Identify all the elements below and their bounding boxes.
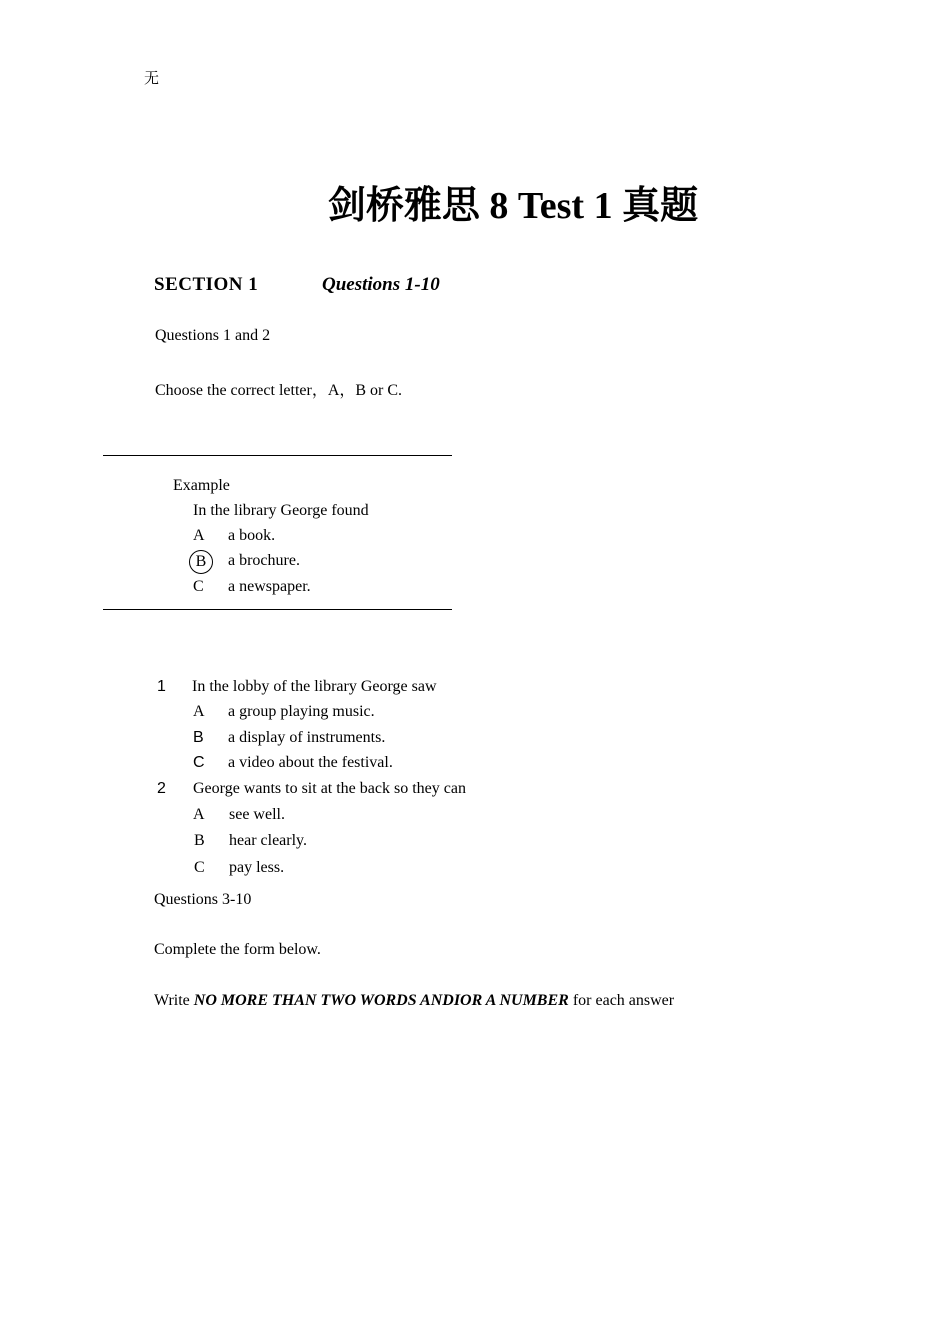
example-stem: In the library George found: [193, 502, 369, 519]
option-letter: A: [193, 806, 205, 823]
option-text: a display of instruments.: [228, 729, 386, 746]
section-range: Questions 1-10: [322, 274, 440, 295]
example-option-text: a brochure.: [228, 552, 300, 569]
word-limit-emphasis: NO MORE THAN TWO WORDS ANDIOR A NUMBER: [193, 992, 569, 1009]
option-letter: C: [194, 859, 205, 876]
example-bottom-rule: [103, 609, 452, 610]
question-stem: In the lobby of the library George saw: [192, 678, 437, 695]
header-mark: 无: [144, 71, 160, 87]
part1-heading: Questions 1 and 2: [155, 327, 271, 344]
option-text: hear clearly.: [229, 832, 308, 849]
example-top-rule: [103, 455, 452, 456]
example-option-text: a book.: [228, 527, 276, 544]
part2-heading: Questions 3-10: [154, 891, 252, 908]
option-text: pay less.: [229, 859, 285, 876]
section-label: SECTION 1: [154, 274, 259, 295]
part1-instruction: Choose the correct letter，A，B or C.: [155, 382, 403, 399]
word-limit-instruction: [154, 992, 674, 1010]
option-letter: A: [193, 703, 205, 720]
part2-instruction: Complete the form below.: [154, 941, 321, 958]
question-number: 2: [157, 780, 166, 797]
option-text: a group playing music.: [228, 703, 375, 720]
question-number: 1: [157, 678, 166, 695]
option-letter: B: [193, 729, 204, 746]
example-option-letter: C: [193, 578, 204, 595]
option-text: a video about the festival.: [228, 754, 393, 771]
document-title: 剑桥雅思 8 Test 1 真题: [327, 185, 699, 227]
option-text: see well.: [229, 806, 285, 823]
question-stem: George wants to sit at the back so they can: [193, 780, 466, 797]
example-label: Example: [173, 477, 230, 494]
example-option-letter: A: [193, 527, 205, 544]
option-letter: B: [194, 832, 205, 849]
word-limit-prefix: Write: [154, 992, 194, 1009]
example-option-text: a newspaper.: [228, 578, 311, 595]
word-limit-suffix: for each answer: [568, 992, 675, 1009]
example-selected-answer-circle: B: [189, 550, 213, 574]
option-letter: C: [193, 754, 205, 771]
